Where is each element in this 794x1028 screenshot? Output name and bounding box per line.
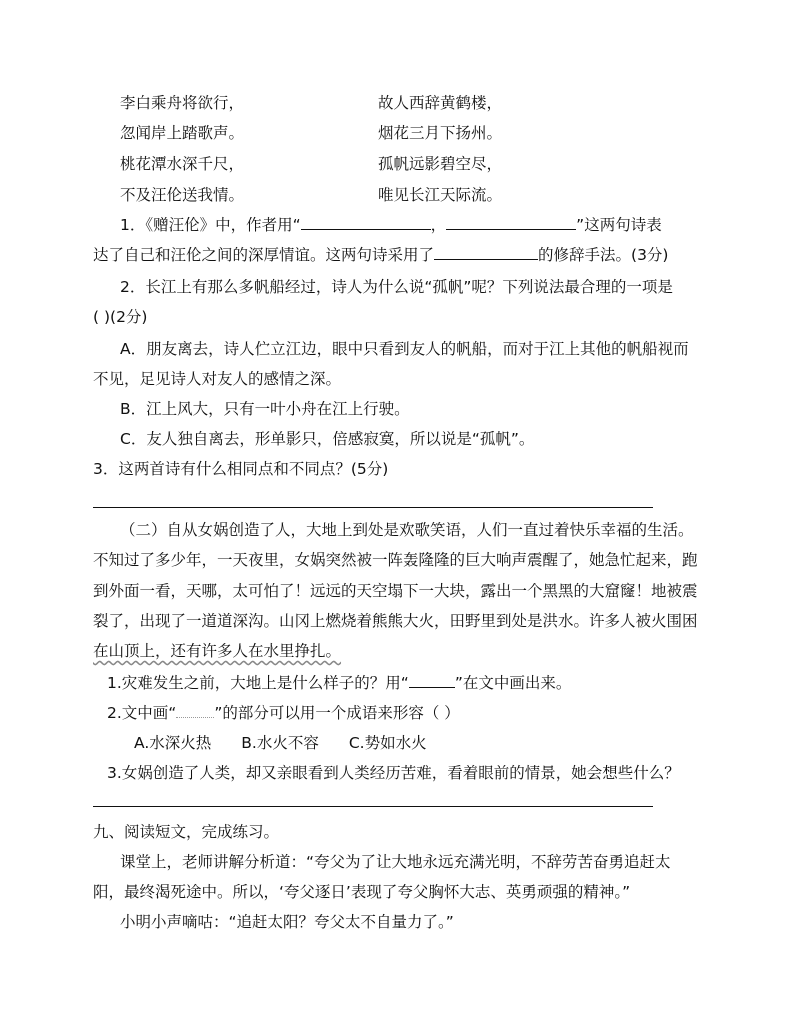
passage-2-question-2-options <box>134 733 427 753</box>
passage-2-line-5 <box>93 641 341 661</box>
question-1-text: 达了自己和汪伦之间的深厚情谊。这两句诗采用了 <box>93 246 435 264</box>
section-9-paragraph-line-2: 阳，最终渴死途中。所以，‘夸父逐日’表现了夸父胸怀大志、英勇顽强的精神。” <box>93 883 631 901</box>
answer-line-q3[interactable] <box>93 507 653 508</box>
question-2: 2．长江上有那么多帆船经过，诗人为什么说“孤帆”呢？下列说法最合理的一项是 <box>120 278 673 296</box>
poem-right-line-4: 唯见长江天际流。 <box>378 186 503 204</box>
poem-left-line-4: 不及汪伦送我情。 <box>120 186 245 204</box>
option-c[interactable]: C.势如水火 <box>348 734 427 752</box>
wavy-underline-sample <box>176 705 214 718</box>
question-1-line-1 <box>120 215 662 235</box>
poem-right-line-3: 孤帆远影碧空尽， <box>378 155 503 173</box>
straight-underline-sample <box>409 673 455 688</box>
poem-left-line-1: 李白乘舟将欲行， <box>120 94 245 112</box>
section-9-paragraph-line-1: 课堂上，老师讲解分析道：“夸父为了让大地永远充满光明，不辞劳苦奋勇追赶太 <box>120 853 671 871</box>
question-3: 3．这两首诗有什么相同点和不同点？(5分) <box>93 460 389 478</box>
question-1-tail: 的修辞手法。(3分) <box>538 246 669 264</box>
answer-blank-3[interactable] <box>434 245 538 260</box>
passage-2-line-4: 裂了，出现了一道道深沟。山冈上燃烧着熊熊大火，田野里到处是洪水。许多人被火围困 <box>93 612 698 630</box>
passage-2-question-2 <box>107 703 460 723</box>
question-2-option-b: B．江上风大，只有一叶小舟在江上行驶。 <box>120 400 410 418</box>
question-1-line-2 <box>93 245 668 265</box>
question-2-option-c: C．友人独自离去，形单影只，倍感寂寞，所以说是“孤帆”。 <box>120 430 535 448</box>
passage-2-line-1: （二）自从女娲创造了人，大地上到处是欢歌笑语，人们一直过着快乐幸福的生活。 <box>120 521 694 539</box>
poem-left-line-3: 桃花潭水深千尺， <box>120 155 245 173</box>
passage-2-question-2-tail[interactable]: ”的部分可以用一个成语来形容（ ） <box>214 704 460 722</box>
passage-2-line-2: 不知过了多少年，一天夜里，女娲突然被一阵轰隆隆的巨大响声震醒了，她急忙起来，跑 <box>93 551 698 569</box>
poem-left-line-2: 忽闻岸上踏歌声。 <box>120 124 245 142</box>
answer-line-passage-2-q3[interactable] <box>93 806 653 807</box>
question-2-answer-paren[interactable]: ( )(2分) <box>93 308 148 326</box>
option-a[interactable]: A.水深火热 <box>134 734 212 752</box>
passage-2-question-1-text: 1.灾难发生之前，大地上是什么样子的？用“ <box>107 674 409 692</box>
section-9-title: 九、阅读短文，完成练习。 <box>93 823 280 841</box>
question-1-suffix: ”这两句诗表 <box>576 216 662 234</box>
passage-2-question-3: 3.女娲创造了人类，却又亲眼看到人类经历苦难，看着眼前的情景，她会想些什么？ <box>107 764 680 782</box>
passage-2-line-3: 到外面一看，天哪，太可怕了！远远的天空塌下一大块，露出一个黑黑的大窟窿！地被震 <box>93 582 698 600</box>
passage-2-question-1-tail: ”在文中画出来。 <box>454 674 572 692</box>
question-2-option-a-line-1: A．朋友离去，诗人伫立江边，眼中只看到友人的帆船，而对于江上其他的帆船视而 <box>120 340 689 358</box>
question-1-sep: ， <box>430 216 447 234</box>
question-2-option-a-line-2: 不见，足见诗人对友人的感情之深。 <box>93 370 342 388</box>
passage-2-question-2-text: 2.文中画“ <box>107 704 177 722</box>
section-9-paragraph-line-3: 小明小声嘀咕：“追赶太阳？夸父太不自量力了。” <box>120 913 454 931</box>
wavy-underlined-text: 在山顶上，还有许多人在水里挣扎。 <box>93 642 342 660</box>
option-b[interactable]: B.水火不容 <box>241 734 319 752</box>
answer-blank-2[interactable] <box>446 215 576 230</box>
answer-blank-1[interactable] <box>301 215 431 230</box>
poem-right-line-2: 烟花三月下扬州。 <box>378 124 503 142</box>
passage-2-question-1 <box>107 673 571 693</box>
question-1-prefix: 1．《赠汪伦》中，作者用“ <box>120 216 301 234</box>
poem-right-line-1: 故人西辞黄鹤楼， <box>378 94 503 112</box>
